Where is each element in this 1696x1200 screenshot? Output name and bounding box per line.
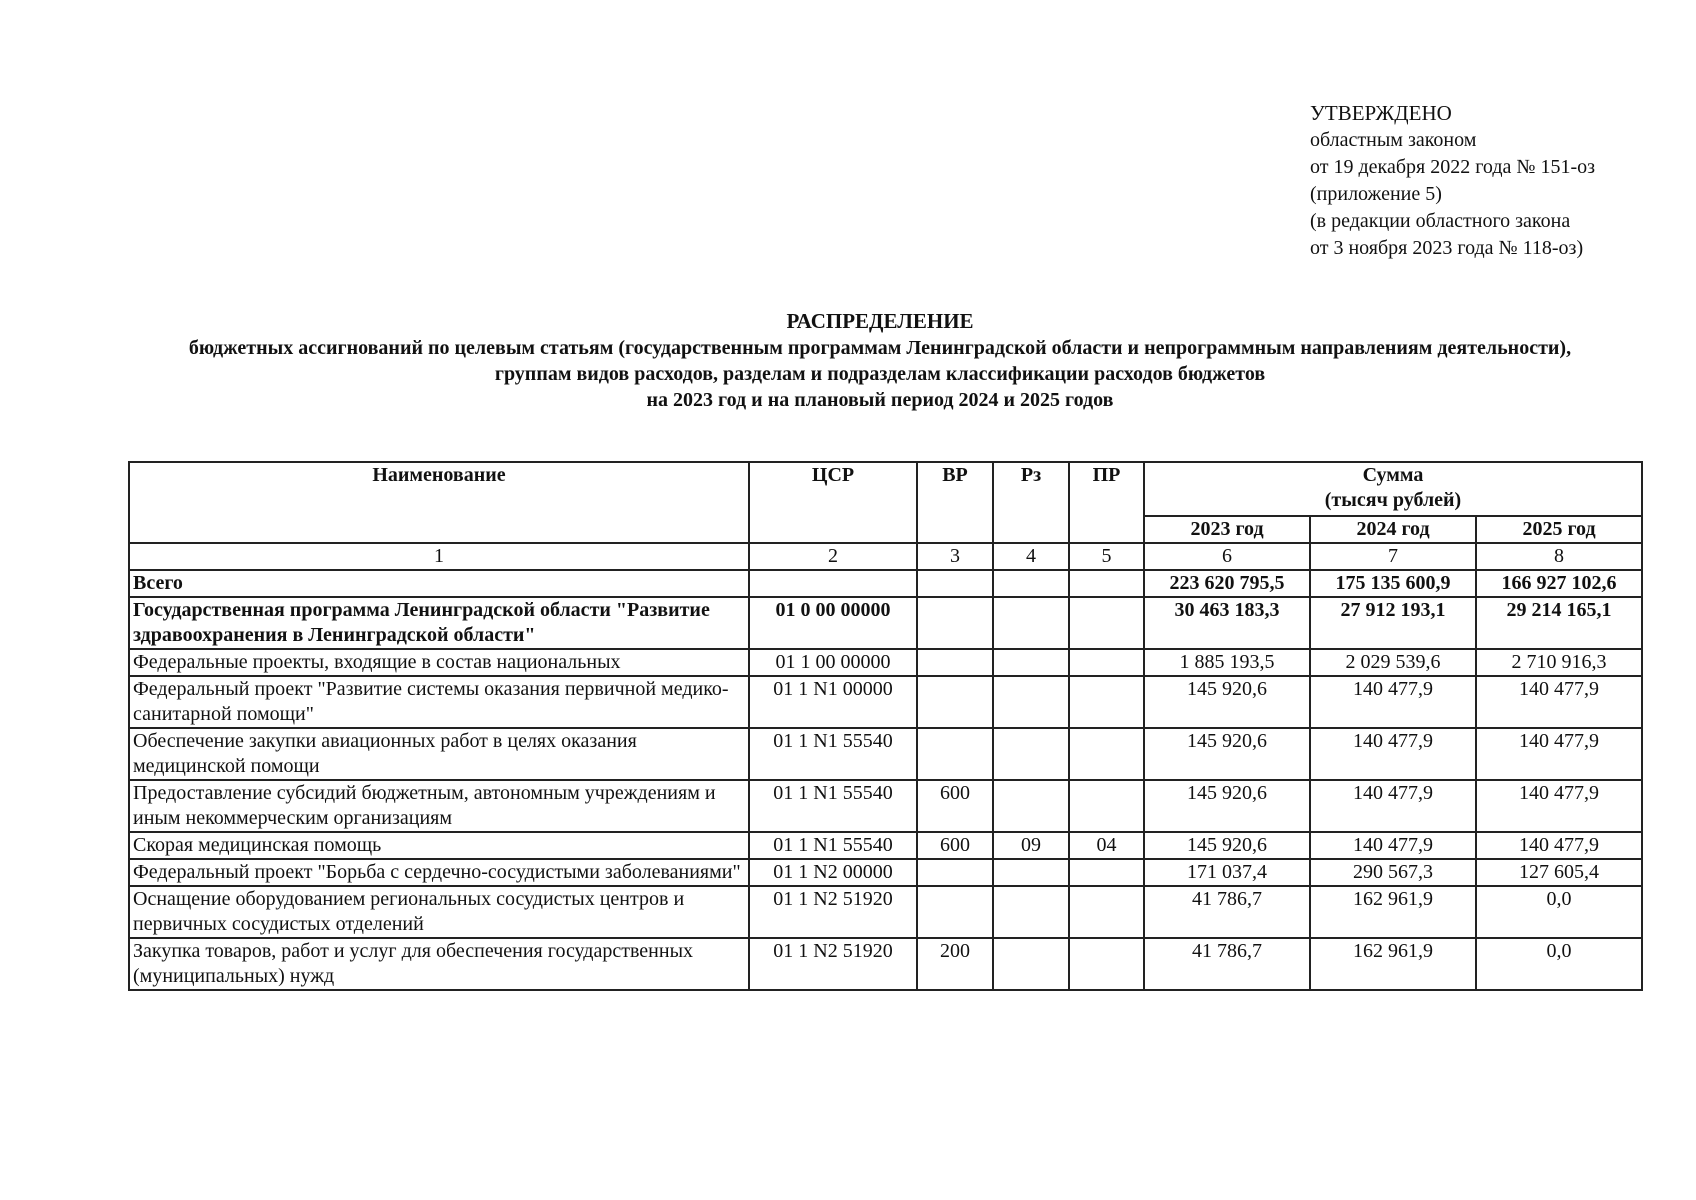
cell-vr: 600	[917, 780, 993, 832]
cell-rz	[993, 859, 1069, 886]
cell-2025: 0,0	[1476, 938, 1642, 990]
cell-2023: 1 885 193,5	[1144, 649, 1310, 676]
cell-name: Оснащение оборудованием региональных сосудистых центров и первичных сосудистых отделений	[129, 886, 749, 938]
cell-2024: 2 029 539,6	[1310, 649, 1476, 676]
cell-2024: 162 961,9	[1310, 886, 1476, 938]
cell-rz	[993, 886, 1069, 938]
cell-2024: 175 135 600,9	[1310, 570, 1476, 597]
approval-line: от 19 декабря 2022 года № 151-оз	[1310, 156, 1596, 178]
cell-csr: 01 1 N1 55540	[749, 728, 917, 780]
column-number: 5	[1069, 543, 1144, 570]
approval-line: областным законом	[1310, 129, 1477, 151]
cell-name: Федеральный проект "Борьба с сердечно-сосудистыми заболеваниями"	[129, 859, 749, 886]
cell-vr	[917, 728, 993, 780]
approval-heading: УТВЕРЖДЕНО	[1310, 101, 1452, 125]
table-row	[129, 597, 1642, 649]
column-number: 8	[1476, 543, 1642, 570]
cell-2023: 145 920,6	[1144, 832, 1310, 859]
cell-rz	[993, 649, 1069, 676]
cell-pr	[1069, 886, 1144, 938]
column-number: 3	[917, 543, 993, 570]
cell-2025: 140 477,9	[1476, 728, 1642, 780]
cell-2023: 30 463 183,3	[1144, 597, 1310, 649]
cell-rz	[993, 938, 1069, 990]
table-header-row	[129, 462, 1642, 516]
column-number: 2	[749, 543, 917, 570]
header-year: 2024 год	[1310, 516, 1476, 543]
cell-name: Закупка товаров, работ и услуг для обеспечения государственных (муниципальных) нужд	[129, 938, 749, 990]
cell-pr	[1069, 649, 1144, 676]
table-row	[129, 676, 1642, 728]
cell-name: Федеральные проекты, входящие в состав национальных	[129, 649, 749, 676]
document-title-main: РАСПРЕДЕЛЕНИЕ	[786, 309, 974, 333]
cell-2023: 171 037,4	[1144, 859, 1310, 886]
cell-csr: 01 1 N2 51920	[749, 938, 917, 990]
cell-vr	[917, 676, 993, 728]
cell-csr: 01 1 N2 00000	[749, 859, 917, 886]
header-sum-unit: (тысяч рублей)	[1324, 489, 1462, 511]
approval-stamp	[1310, 100, 1595, 262]
cell-vr: 200	[917, 938, 993, 990]
cell-2024: 140 477,9	[1310, 728, 1476, 780]
cell-csr	[749, 570, 917, 597]
cell-vr	[917, 859, 993, 886]
cell-2025: 140 477,9	[1476, 832, 1642, 859]
cell-2023: 145 920,6	[1144, 728, 1310, 780]
column-number: 1	[129, 543, 749, 570]
table-body	[129, 570, 1642, 990]
cell-csr: 01 1 N1 55540	[749, 780, 917, 832]
cell-vr: 600	[917, 832, 993, 859]
cell-2024: 162 961,9	[1310, 938, 1476, 990]
column-number: 7	[1310, 543, 1476, 570]
cell-rz	[993, 570, 1069, 597]
cell-2025: 166 927 102,6	[1476, 570, 1642, 597]
approval-line: от 3 ноября 2023 года № 118-оз)	[1310, 237, 1584, 259]
cell-name: Государственная программа Ленинградской области "Развитие здравоохранения в Ленинградской области"	[129, 597, 749, 649]
cell-pr	[1069, 570, 1144, 597]
cell-pr	[1069, 938, 1144, 990]
document-title-line: на 2023 год и на плановый период 2024 и 2025 годов	[646, 389, 1114, 411]
cell-vr	[917, 597, 993, 649]
cell-2023: 41 786,7	[1144, 886, 1310, 938]
cell-2024: 140 477,9	[1310, 780, 1476, 832]
header-rz: Рз	[993, 462, 1069, 543]
cell-rz	[993, 597, 1069, 649]
budget-table	[128, 461, 1643, 991]
cell-csr: 01 1 00 00000	[749, 649, 917, 676]
cell-name: Всего	[129, 570, 749, 597]
table-row	[129, 886, 1642, 938]
cell-2023: 145 920,6	[1144, 676, 1310, 728]
document-title	[0, 308, 1696, 413]
cell-pr	[1069, 676, 1144, 728]
table-row	[129, 780, 1642, 832]
cell-rz	[993, 676, 1069, 728]
cell-rz	[993, 728, 1069, 780]
cell-vr	[917, 649, 993, 676]
table-row	[129, 570, 1642, 597]
cell-2024: 27 912 193,1	[1310, 597, 1476, 649]
cell-pr: 04	[1069, 832, 1144, 859]
cell-2024: 140 477,9	[1310, 676, 1476, 728]
header-sum-label: Сумма	[1362, 464, 1424, 486]
cell-2025: 2 710 916,3	[1476, 649, 1642, 676]
cell-2025: 140 477,9	[1476, 676, 1642, 728]
approval-line: (в редакции областного закона	[1310, 210, 1571, 232]
cell-rz	[993, 780, 1069, 832]
cell-csr: 01 1 N1 55540	[749, 832, 917, 859]
cell-csr: 01 1 N2 51920	[749, 886, 917, 938]
column-number: 4	[993, 543, 1069, 570]
cell-pr	[1069, 728, 1144, 780]
cell-csr: 01 0 00 00000	[749, 597, 917, 649]
cell-name: Обеспечение закупки авиационных работ в целях оказания медицинской помощи	[129, 728, 749, 780]
table-row	[129, 859, 1642, 886]
cell-vr	[917, 886, 993, 938]
table-row	[129, 649, 1642, 676]
cell-name: Предоставление субсидий бюджетным, автономным учреждениям и иным некоммерческим организациям	[129, 780, 749, 832]
header-name: Наименование	[129, 462, 749, 543]
cell-csr: 01 1 N1 00000	[749, 676, 917, 728]
cell-2023: 145 920,6	[1144, 780, 1310, 832]
cell-2025: 127 605,4	[1476, 859, 1642, 886]
cell-vr	[917, 570, 993, 597]
cell-pr	[1069, 597, 1144, 649]
cell-2025: 140 477,9	[1476, 780, 1642, 832]
header-year: 2023 год	[1144, 516, 1310, 543]
header-year: 2025 год	[1476, 516, 1642, 543]
cell-2023: 223 620 795,5	[1144, 570, 1310, 597]
cell-name: Федеральный проект "Развитие системы оказания первичной медико-санитарной помощи"	[129, 676, 749, 728]
header-sum	[1144, 462, 1642, 516]
cell-2025: 0,0	[1476, 886, 1642, 938]
header-pr: ПР	[1069, 462, 1144, 543]
document-title-line: группам видов расходов, разделам и подразделам классификации расходов бюджетов	[494, 363, 1266, 385]
column-number-row	[129, 543, 1642, 570]
table-row	[129, 832, 1642, 859]
header-vr: ВР	[917, 462, 993, 543]
approval-line: (приложение 5)	[1310, 183, 1442, 205]
column-number: 6	[1144, 543, 1310, 570]
cell-2025: 29 214 165,1	[1476, 597, 1642, 649]
cell-2023: 41 786,7	[1144, 938, 1310, 990]
cell-2024: 290 567,3	[1310, 859, 1476, 886]
cell-pr	[1069, 859, 1144, 886]
table-row	[129, 938, 1642, 990]
cell-name: Скорая медицинская помощь	[129, 832, 749, 859]
table-row	[129, 728, 1642, 780]
cell-rz: 09	[993, 832, 1069, 859]
cell-2024: 140 477,9	[1310, 832, 1476, 859]
header-csr: ЦСР	[749, 462, 917, 543]
cell-pr	[1069, 780, 1144, 832]
document-title-line: бюджетных ассигнований по целевым статьям (государственным программам Ленинградской области и непрограммным направлениям деятельности),	[188, 337, 1572, 359]
